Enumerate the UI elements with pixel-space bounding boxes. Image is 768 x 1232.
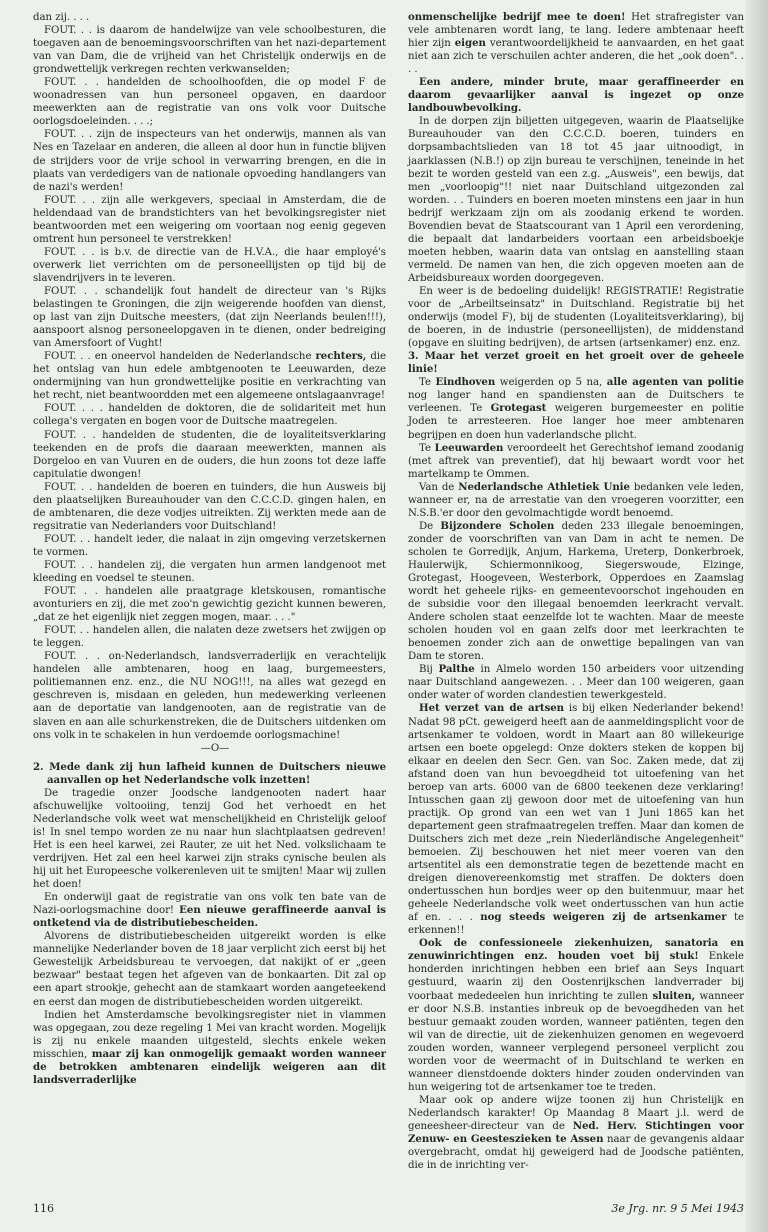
text-segment: te erkennen!!	[408, 912, 745, 937]
page-number: 116	[33, 1202, 54, 1216]
text-segment: FOUT. . . . handelden de doktoren, die de solidariteit met hun collega's vergaten en bogen voor de Duitsche maatregelen.	[33, 403, 386, 428]
text-segment: FOUT. . . handelen allen, die nalaten deze zwetsers het zwijgen op te leggen.	[33, 625, 386, 650]
bold-text: Ook de confessioneele ziekenhuizen, sanatoria en zenuwinrichtingen enz. houden voet bij stuk!	[408, 937, 744, 963]
bold-text: maar zij kan onmogelijk gemaakt worden wanneer de betrokken ambtenaren eindelijk weigeren aan dit landsverraderlijke	[33, 1047, 386, 1086]
right-column	[408, 11, 744, 1172]
section-separator	[33, 742, 386, 755]
paragraph	[408, 702, 744, 937]
paragraph	[33, 285, 386, 350]
section-heading	[408, 76, 744, 115]
text-segment: is bij elken Nederlander bekend! Nadat 98 pCt. geweigerd heeft aan de aanmeldingsplicht voor de artsenkamer te voldoen, wordt in Maart aan 80 willekeurige artsen een boete opgelegd: Onze dokters steken de koppen bij elkaar en deelen den Secr. Gen. van Soc. Zaken mede, dat zij afstand doen van hun bevoegdheid tot uitoefening van het beroep van arts. 6000 van de 6800 teekenen deze verklaring! Intusschen gaan zij gewoon door met de uitoefening van hun practijk. Op grond van een wet van 1 Juni 1865 kan het departement geen strafmaatregelen treffen. Maar dan komen de Duitschers zich met deze „rein Niederländische Angelegenheit" bemoeien. Zij beschouwen het niet meer voeren van den artsentitel als een demonstratie tegen de bezettende macht en dreigen dienovereenkomstig met straffen. De dokters doen ondertusschen hun bordjes weer op den buitenmuur, maar het geheele Nederlandsche volk weet ondertusschen van hun actie af en. . . .	[408, 703, 745, 924]
bold-text: Eindhoven	[435, 376, 496, 389]
text-segment: Indien het Amsterdamsche bevolkingsregister niet in vlammen was opgegaan, zou deze regeling 1 Mei van kracht worden. Mogelijk is zij nu enkele maanden uitgesteld, slechts enkele weken misschien,	[33, 1009, 386, 1060]
section-heading	[408, 350, 744, 376]
text-segment: Bij	[419, 664, 439, 676]
text-segment: Een andere, minder brute, maar geraffineerder en daarom gevaarlijker aanval is ingezet op onze landbouwbevolking.	[408, 76, 744, 115]
paragraph	[33, 650, 386, 741]
paragraph	[33, 787, 386, 891]
paragraph	[408, 285, 744, 350]
text-segment: In de dorpen zijn biljetten uitgegeven, waarin de Plaatselijke Bureauhouder van den C.C.C.D. boeren, tuinders en dorpsambachtslieden van 18 tot 45 jaar uitnoodigt, in jaarklassen (N.B.!) op zijn bureau te verschijnen, teneinde in het bezit te worden gesteld van een z.g. „Ausweis", een bewijs, dat men „voorloopig"!! niet naar Duitschland uitgezonden zal worden. . . Tuinders en boeren moeten minstens een jaar in hun bedrijf werkzaam zijn om als zoodanig erkend te worden. Bovendien bevat de Staatscourant van 1 April een verordening, die bepaalt dat landarbeiders voortaan een arbeidsboekje moeten hebben, waarin data van ontslag en aanstelling staan vermeld. De namen van hen, die zich opgeven moeten aan de Arbeidsbureaux worden doorgegeven.	[408, 116, 744, 284]
paragraph	[408, 937, 744, 1094]
bold-text: Ned. Herv. Stichtingen voor Zenuw- en Geesteszieken te Assen	[408, 1119, 744, 1146]
text-segment: veroordeelt het Gerechtshof iemand zoodanig (met aftrek van preventief), dat hij bewaart wordt voor het martelkamp te Ommen.	[408, 442, 744, 480]
paragraph	[33, 429, 386, 481]
text-segment: dan zij. . . .	[33, 12, 90, 23]
text-segment: FOUT. . . zijn de inspecteurs van het onderwijs, mannen als van Nes en Tazelaar en anderen, die alleen al door hun in functie blijven de strijders voor de vrije school in verwarring brengen, en die in plaats van verdedigers van de nationale opvoeding handlangers van de nazi's werden!	[33, 129, 386, 193]
bold-text: alle agenten van politie	[606, 376, 744, 389]
paragraph	[408, 520, 744, 664]
text-segment: Maar ook op andere wijze toonen zij hun Christelijk en Nederlandsch karakter! Op Maandag 8 Maart j.l. werd de geneesheer-directeur van de	[408, 1094, 744, 1132]
text-segment: De	[419, 520, 441, 532]
bold-text: Grotegast	[490, 402, 547, 415]
paragraph	[33, 481, 386, 533]
text-segment: bedanken vele leden, wanneer er, na de arrestatie van den vroegeren voorzitter, een N.S.B.'er door den gevolmachtigde wordt benoemd.	[408, 481, 744, 519]
text-segment: FOUT. . . en oneervol handelden de Nederlandsche	[44, 351, 316, 363]
paragraph	[408, 1094, 744, 1172]
bold-text: Bijzondere Scholen	[440, 519, 555, 532]
text-segment: die het ontslag van hun edele ambtgenooten te Leeuwarden, deze ondermijning van hun grondwettelijke positie en verkrachting van het recht, niet beantwoordden met een algemeene ontslagaanvrage!	[33, 351, 386, 402]
text-segment: Enkele honderden inrichtingen hebben een brief aan Seys Inquart gestuurd, waarin zij den Oostenrijkschen landverrader bij voorbaat mededeelen hun inrichting te zullen	[408, 951, 744, 1002]
issue-info: 3e Jrg. nr. 9 5 Mei 1943	[611, 1202, 744, 1216]
section-heading	[33, 761, 386, 787]
bold-text: rechters,	[315, 350, 367, 363]
paragraph	[408, 115, 744, 285]
bold-text: Palthe	[438, 663, 475, 676]
text-segment: in Almelo worden 150 arbeiders voor uitzending naar Duitschland aangewezen. . . Meer dan 100 weigeren, gaan onder water of worden clandestien tewerkgesteld.	[408, 664, 744, 702]
text-segment: Te	[419, 442, 435, 454]
paragraph	[33, 350, 386, 402]
text-segment: En onderwijl gaat de registratie van ons volk ten bate van de Nazi-oorlogsmachine door!	[33, 892, 386, 917]
text-segment: FOUT. . . handelden de schoolhoofden, die op model F de woonadressen van hun personeel opgaven, en daardoor meewerkten aan de registratie van ons volk voor Duitsche oorlogsdoeleinden. . . .;	[33, 77, 386, 128]
text-segment: FOUT. . . handelen alle praatgrage kletskousen, romantische avonturiers en zij, die met zoo'n gewichtig gezicht kunnen beweren, „dat ze het eigenlijk niet zeggen mogen, maar. . . ."	[33, 586, 386, 624]
text-segment: 3. Maar het verzet groeit en het groeit over de geheele linie!	[408, 350, 744, 376]
text-segment: naar de gevangenis aldaar overgebracht, omdat hij geweigerd had de Joodsche patiënten, die in de inrichting ver-	[408, 1134, 744, 1172]
text-segment: FOUT. . . zijn alle werkgevers, speciaal in Amsterdam, die de heldendaad van de brandstichters van het bevolkingsregister niet beantwoorden met een weigering om voortaan nog eenig gegeven omtrent hun personeel te verstrekken!	[33, 194, 386, 245]
text-segment: Het strafregister van vele ambtenaren wordt lang, te lang. Iedere ambtenaar heeft hier zijn	[408, 12, 745, 50]
text-segment: De tragedie onzer Joodsche landgenooten nadert haar afschuwelijke voltooiing, tenzij God het verhoedt en het Nederlandsche volk weet wat menschelijkheid en Christelijk geloof is! In snel tempo worden ze nu naar hun slachtplaatsen gedreven! Het is een heel karwei, zei Rauter, ze uit het Ned. volkslichaam te verdrijven. Het zal een heel karwei zijn straks cynische beulen als hij uit het Europeesche volkerenleven uit te smijten! Maar wij zullen het doen!	[33, 787, 386, 891]
paragraph	[33, 930, 386, 1008]
text-segment: nog langer hand en spandiensten aan de Duitschers te verleenen. Te	[408, 390, 744, 415]
paragraph	[33, 1009, 386, 1087]
text-segment: FOUT. . . handelden de boeren en tuinders, die hun Ausweis bij den plaatselijken Bureauhouder van den C.C.C.D. gingen halen, en de ambtenaren, die deze vodjes uitreikten. Zij werkten mede aan de regsitratie van Nederlanders voor Duitschland!	[33, 481, 386, 532]
text-segment: FOUT. . . on-Nederlandsch, landsverraderlijk en verachtelijk handelen alle ambtenaren, hoog en laag, burgemeesters, politiemannen enz. enz., die NU NOG!!!, na alles wat gezegd en geschreven is, misdaan en geleden, hun medewerking verleenen aan de deportatie van landgenooten, aan de registratie van de slaven en aan alle schurkenstreken, die de Duitschers uitdenken om ons volk in te schakelen in hun verdoemde oorlogsmachine!	[33, 651, 386, 741]
bold-text: sluiten,	[652, 989, 696, 1002]
paragraph	[33, 402, 386, 428]
paragraph	[33, 246, 386, 285]
paragraph	[408, 481, 744, 520]
left-column	[33, 11, 386, 1087]
text-segment: —O—	[200, 742, 230, 754]
text-segment: FOUT. . . is daarom de handelwijze van vele schoolbesturen, die toegaven aan de benoemingsvoorschriften van het nazi-departement van van Dam, die de vrijheid van het Christelijk onderwijs en de grondwettelijk verkregen rechten verkwanselden;	[33, 25, 386, 76]
text-columns	[33, 11, 744, 1172]
paragraph	[33, 559, 386, 585]
text-segment: FOUT. . . handelen zij, die vergaten hun armen landgenoot met kleeding en voedsel te steunen.	[33, 559, 386, 585]
bold-text: Het verzet van de artsen	[419, 702, 565, 715]
paragraph	[33, 11, 386, 24]
text-segment: verantwoordelijkheid te aanvaarden, en het gaat niet aan zich te verschuilen achter anderen, die het „ook doen". . . .	[408, 38, 745, 76]
text-segment: Alvorens de distributiebescheiden uitgereikt worden is elke mannelijke Nederlander boven de 18 jaar verplicht zich eerst bij het Gewestelijk Arbeidsbureau te vervoegen, dat nakijkt of er „geen bezwaar" bestaat tegen het afgeven van de bonkaarten. Dit zal op een apart strookje, gehecht aan de stamkaart worden aangeteekend en eerst dan mogen de distributiebescheiden worden uitgereikt.	[33, 931, 386, 1008]
paragraph	[33, 76, 386, 128]
paragraph	[408, 11, 744, 76]
paragraph	[408, 663, 744, 702]
paragraph	[33, 585, 386, 624]
text-segment: En weer is de bedoeling duidelijk! REGISTRATIE! Registratie voor de „Arbeiltseinsatz" in Duitschland. Registratie bij het onderwijs (model F), bij de studenten (Loyaliteitsverklaring), bij de boeren, in de industrie (personeellijsten), de middenstand (opgave en sluiting bedrijven), de artsen (artsenkamer) enz. enz.	[408, 285, 744, 350]
paragraph	[408, 376, 744, 441]
paragraph	[33, 24, 386, 76]
bold-text: Een nieuwe geraffineerde aanval is ontketend via de distributiebescheiden.	[33, 904, 386, 930]
bold-text: eigen	[454, 37, 486, 50]
text-segment: FOUT. . . schandelijk fout handelt de directeur van 's Rijks belastingen te Groningen, die zijn weigerende hoofden van dienst, op last van zijn Duitsche meesters, (dat zijn Neerlands beulen!!!), aanspoort alsnog personeelopgaven in te dienen, onder bedreiging van Amersfoort of Vught!	[33, 285, 386, 350]
paragraph	[33, 891, 386, 930]
paragraph	[33, 624, 386, 650]
text-segment: weigeren burgemeester en politie Joden te arresteeren. Hoe langer hoe meer ambtenaren begrijpen en doen hun vaderlandsche plicht.	[408, 403, 745, 441]
bold-text: onmenschelijke bedrijf mee te doen!	[408, 11, 626, 23]
paragraph	[408, 442, 744, 481]
text-segment: FOUT. . . handelt ieder, die nalaat in zijn omgeving verzetskernen te vormen.	[33, 533, 386, 558]
paragraph	[33, 128, 386, 193]
text-segment: FOUT. . . is b.v. de directie van de H.V.A., die haar employé's overwerk liet verrichten om de personeellijsten op tijd bij de slavendrijvers in te leveren.	[33, 246, 386, 284]
text-segment: weigerden op 5 na,	[495, 377, 607, 389]
bold-text: nog steeds weigeren zij de artsenkamer	[480, 911, 727, 924]
paragraph	[33, 533, 386, 559]
text-segment: 2. Mede dank zij hun lafheid kunnen de Duitschers nieuwe aanvallen op het Nederlandsche volk inzetten!	[33, 760, 386, 786]
bold-text: Leeuwarden	[434, 441, 504, 454]
text-segment: wanneer er door N.S.B. instanties inbreuk op de bevoegdheden van het bestuur gemaakt zouden worden, wanneer patiënten, tegen den wil van de directie, uit de ziekenhuizen genomen en wegevoerd zouden worden, wanneer verplegend personeel verplicht zou worden voor de weermacht of in Duitschland te werken en wanneer dienstdoende dokters hinder zouden ondervinden van hun weigering tot de artsenkamer toe te treden.	[408, 990, 745, 1093]
text-segment: Te	[419, 377, 436, 389]
text-segment: Van de	[419, 481, 459, 493]
text-segment: FOUT. . . handelden de studenten, die de loyaliteitsverklaring teekenden en de profs die daaraan meewerkten, mannen als Dorgeloo en van Vuuren en de ouders, die hun zoons tot deze laffe capitulatie dwongen!	[33, 429, 386, 480]
bold-text: Nederlandsche Athletiek Unie	[458, 480, 630, 493]
text-segment: deden 233 illegale benoemingen, zonder de voorschriften van van Dam in acht te nemen. De scholen te Gorredijk, Anjum, Harkema, Ureterp, Donkerbroek, Haulerwijk, Schiermonnikoog, Siegerswoude, Elzinge, Grotegast, Hoogeveen, Westerbork, Opperdoes en Zaamslag wordt het geheele rijks- en gemeentevoorschot ingehouden en de subsidie voor den illegaal benoemden leerkracht vervalt. Andere scholen staat eenzelfde lot te wachten. Maar de meeste scholen houden vol en gaan zelfs door met leerkrachten te benoemen zonder zich aan de onwettige bepalingen van van Dam te storen.	[408, 520, 744, 663]
page-footer	[33, 1202, 744, 1216]
paragraph	[33, 194, 386, 246]
